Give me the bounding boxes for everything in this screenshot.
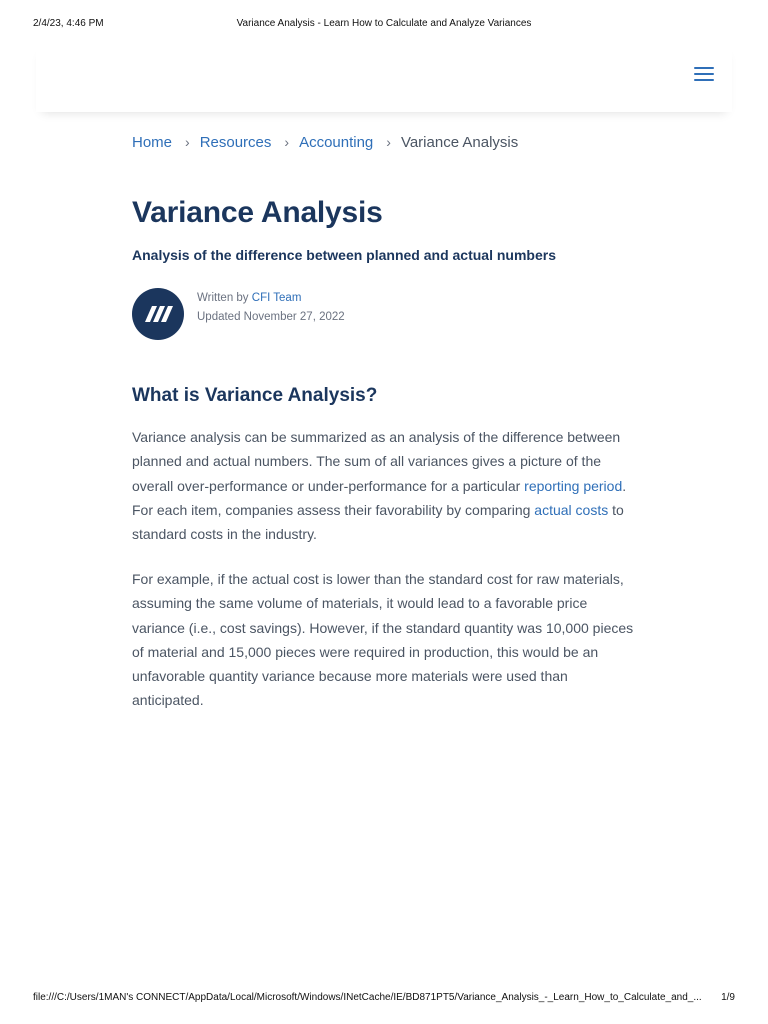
hamburger-menu-icon[interactable] — [694, 65, 714, 83]
breadcrumb-resources-link[interactable]: Resources — [199, 133, 272, 151]
author-link[interactable]: CFI Team — [251, 292, 302, 304]
page-title: Variance Analysis — [132, 196, 383, 229]
breadcrumb — [132, 132, 518, 152]
breadcrumb-current: Variance Analysis — [400, 133, 519, 151]
print-footer — [0, 992, 768, 1006]
chevron-right-icon: › — [284, 134, 290, 150]
actual-costs-link[interactable]: actual costs — [534, 501, 609, 518]
cfi-logo-icon — [132, 288, 184, 340]
chevron-right-icon: › — [386, 134, 391, 150]
breadcrumb-accounting-link[interactable]: Accounting — [299, 133, 374, 151]
page-subtitle: Analysis of the difference between planned and actual numbers — [132, 247, 556, 263]
print-page-number: 1/9 — [721, 992, 735, 1003]
print-header — [0, 18, 768, 32]
section-heading: What is Variance Analysis? — [132, 385, 378, 406]
body-paragraph-2: For example, if the actual cost is lower than the standard cost for raw materials, assuming the same volume of materials, it would lead to a favorable price variance (i.e., cost savings). However, if the standard quantity was 10,000 pieces of material and 15,000 pieces were required in production, this would be an unfavorable quantity variance because more materials were used than anticipated. — [132, 571, 634, 709]
author-line — [197, 292, 301, 304]
updated-date: Updated November 27, 2022 — [197, 311, 345, 323]
paragraph-text: to standard costs in the industry. — [132, 501, 624, 543]
site-header — [36, 44, 732, 112]
reporting-period-link[interactable]: reporting period — [524, 477, 623, 494]
print-datetime: 2/4/23, 4:46 PM — [33, 18, 104, 29]
breadcrumb-home-link[interactable]: Home — [132, 133, 173, 151]
body-paragraph-1 — [132, 425, 638, 546]
chevron-right-icon: › — [185, 134, 190, 150]
paragraph-text: Variance analysis can be summarized as an analysis of the difference between planned and actual numbers. The sum of all variances gives a picture of the overall over-performance or under-performance for a particular — [132, 429, 621, 494]
print-file-path: file:///C:/Users/1MAN's CONNECT/AppData/Local/Microsoft/Windows/INetCache/IE/BD871PT5/Variance_Analysis_-_Learn_How_to_Calculate_and_... — [33, 992, 702, 1003]
paragraph-text: . For each item, companies assess their favorability by comparing — [132, 477, 627, 518]
written-by-label: Written by — [197, 292, 249, 304]
print-page-title: Variance Analysis - Learn How to Calculate and Analyze Variances — [236, 18, 532, 29]
